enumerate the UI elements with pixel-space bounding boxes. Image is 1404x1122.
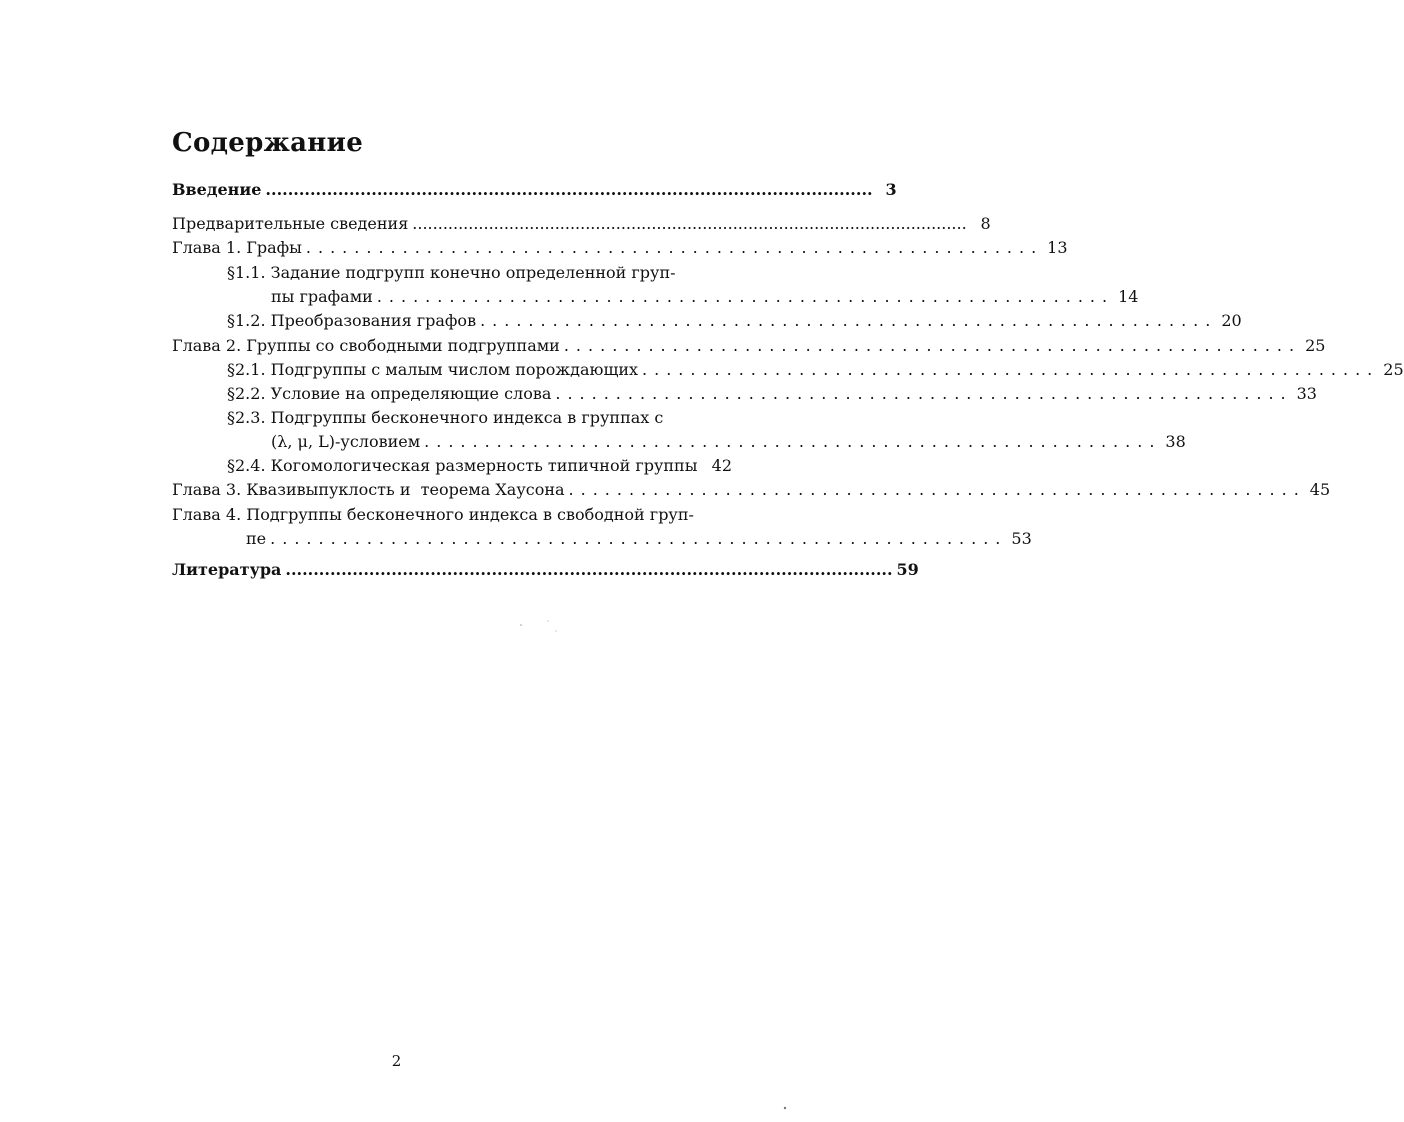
toc-entry-section-1-2[interactable]: [227, 309, 1242, 331]
leader-dots: .............................................................: [480, 311, 1218, 330]
leader-dots: .............................................................: [424, 432, 1162, 451]
toc-entry-page: 3: [885, 180, 897, 199]
toc-entry-section-2-4[interactable]: [227, 454, 732, 476]
toc-entry-text: §1.2. Преобразования графов: [227, 311, 477, 330]
leader-dots: .............................................................: [555, 384, 1293, 403]
toc-entry-page: 53: [1011, 529, 1032, 548]
leader-dots: .............................................................: [563, 336, 1302, 355]
toc-entry-text: §2.3. Подгруппы бесконечного индекса в группах с: [227, 408, 664, 427]
toc-entry-section-1-1[interactable]: [227, 261, 732, 283]
leader-dots: .............................................................................................................: [265, 180, 873, 199]
leader-dots: .............................................................: [642, 360, 1380, 379]
toc-entry-page: 42: [711, 456, 732, 475]
toc-entry-bibliography[interactable]: [172, 558, 919, 580]
toc-entry-section-2-3[interactable]: [227, 406, 732, 428]
toc-entry-text-cont: пы графами: [271, 287, 373, 306]
page-number: 2: [391, 1052, 402, 1070]
toc-entry-chapter-2[interactable]: [172, 334, 1326, 356]
toc-entry-page: 25: [1305, 336, 1326, 355]
toc-entry-page: 45: [1309, 480, 1331, 499]
leader-dots: .............................................................: [270, 529, 1008, 548]
toc-entry-text: §2.2. Условие на определяющие слова: [227, 384, 552, 403]
leader-dots: .............................................................: [376, 287, 1115, 306]
toc-entry-text: §2.1. Подгруппы с малым числом порождающих: [227, 360, 639, 379]
toc-entry-page: 59: [896, 560, 919, 579]
toc-entry-page: 14: [1118, 287, 1139, 306]
toc-entry-chapter-4[interactable]: [172, 503, 732, 525]
toc-entry-text: Глава 2. Группы со свободными подгруппами: [172, 336, 560, 355]
leader-dots: .............................................................................................................: [412, 214, 967, 233]
leader-dots: .............................................................: [305, 238, 1044, 257]
leader-dots: .............................................................: [568, 480, 1306, 499]
leader-dots: .............................................................................................................: [285, 560, 893, 579]
toc-entry-section-1-1-cont[interactable]: [271, 285, 1139, 307]
toc-title: Содержание: [172, 128, 364, 158]
toc-entry-section-2-1[interactable]: [227, 358, 1404, 380]
toc-entry-introduction[interactable]: [172, 178, 897, 200]
toc-entry-page: 8: [980, 214, 991, 233]
toc-entry-preliminaries[interactable]: [172, 212, 991, 234]
toc-entry-page: 25: [1383, 360, 1404, 379]
toc-entry-page: 38: [1165, 432, 1186, 451]
toc-entry-chapter-1[interactable]: [172, 236, 1068, 258]
toc-entry-chapter-4-cont[interactable]: [246, 527, 1032, 549]
toc-entry-text: Глава 1. Графы: [172, 238, 302, 257]
toc-entry-text-cont: (λ, μ, L)-условием: [271, 432, 421, 451]
toc-entry-chapter-3[interactable]: [172, 478, 1331, 500]
toc-entry-section-2-2[interactable]: [227, 382, 1317, 404]
toc-entry-text-cont: пе: [246, 529, 267, 548]
toc-entry-text: §2.4. Когомологическая размерность типичной группы: [227, 456, 698, 475]
toc-entry-text: Глава 4. Подгруппы бесконечного индекса в свободной груп-: [172, 505, 694, 524]
toc-entry-text: Глава 3. Квазивыпуклость и теорема Хаусона: [172, 480, 565, 499]
toc-entry-text: §1.1. Задание подгрупп конечно определенной груп-: [227, 263, 676, 282]
toc-entry-page: 20: [1221, 311, 1242, 330]
toc-entry-page: 13: [1047, 238, 1068, 257]
toc-entry-page: 33: [1296, 384, 1317, 403]
toc-entry-text: Предварительные сведения: [172, 214, 409, 233]
toc-entry-text: Введение: [172, 180, 262, 199]
toc-entry-text: Литература: [172, 560, 282, 579]
toc-entry-section-2-3-cont[interactable]: [271, 430, 1186, 452]
